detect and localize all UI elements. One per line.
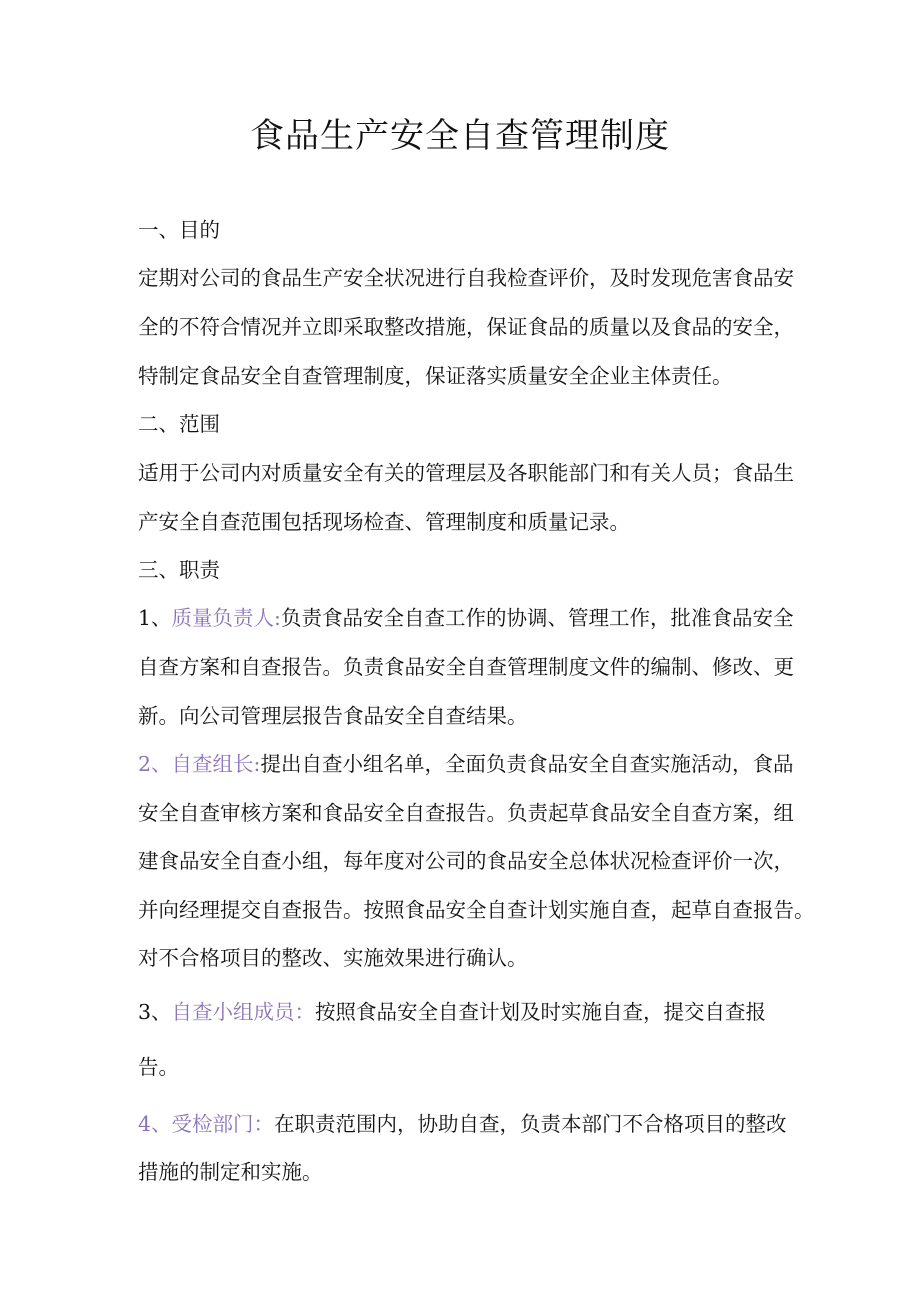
paragraph-line: 自查方案和自查报告。负责食品安全自查管理制度文件的编制、修改、更 — [138, 655, 794, 679]
duty-item-quality-manager — [138, 603, 793, 633]
paragraph-line: 建食品安全自查小组，每年度对公司的食品安全总体状况检查评价一次， — [138, 849, 794, 873]
section-heading-duties: 三、职责 — [138, 558, 220, 582]
section-heading-purpose: 一、目的 — [138, 218, 220, 242]
paragraph-line: 适用于公司内对质量安全有关的管理层及各职能部门和有关人员；食品生 — [138, 461, 794, 485]
duty-role-label: 质量负责人: — [171, 606, 281, 630]
duty-item-team-member — [138, 997, 766, 1027]
paragraph-line: 产安全自查范围包括现场检查、管理制度和质量记录。 — [138, 510, 630, 534]
paragraph-line: 告。 — [138, 1055, 179, 1079]
section-heading-scope: 二、范围 — [138, 412, 220, 436]
duty-item-number: 1、 — [138, 606, 172, 630]
paragraph-line: 新。向公司管理层报告食品安全自查结果。 — [138, 704, 528, 728]
duty-item-number: 3、 — [138, 1000, 172, 1024]
duty-item-team-leader — [138, 749, 793, 779]
paragraph-line: 定期对公司的食品生产安全状况进行自我检查评价，及时发现危害食品安 — [138, 266, 794, 290]
paragraph-line: 措施的制定和实施。 — [138, 1160, 323, 1184]
paragraph-line: 特制定食品安全自查管理制度，保证落实质量安全企业主体责任。 — [138, 364, 733, 388]
duty-description: 在职责范围内，协助自查，负责本部门不合格项目的整改 — [274, 1112, 787, 1136]
duty-description: 负责食品安全自查工作的协调、管理工作，批准食品安全 — [280, 606, 794, 630]
paragraph-line: 全的不符合情况并立即采取整改措施，保证食品的质量以及食品的安全， — [138, 315, 794, 339]
paragraph-line: 并向经理提交自查报告。按照食品安全自查计划实施自查，起草自查报告。 — [138, 898, 815, 922]
duty-description: 提出自查小组名单，全面负责食品安全自查实施活动，食品 — [260, 752, 794, 776]
document-title: 食品生产安全自查管理制度 — [250, 116, 670, 156]
duty-role-label: 受检部门： — [171, 1112, 275, 1136]
duty-item-number: 2、 — [138, 752, 172, 776]
duty-description: 按照食品安全自查计划及时实施自查，提交自查报 — [315, 1000, 767, 1024]
duty-role-label: 自查组长: — [171, 752, 261, 776]
paragraph-line: 安全自查审核方案和食品安全自查报告。负责起草食品安全自查方案，组 — [138, 801, 794, 825]
paragraph-line: 对不合格项目的整改、实施效果进行确认。 — [138, 946, 528, 970]
duty-item-inspected-department — [138, 1109, 787, 1139]
duty-item-number: 4、 — [138, 1112, 172, 1136]
duty-role-label: 自查小组成员： — [171, 1000, 316, 1024]
